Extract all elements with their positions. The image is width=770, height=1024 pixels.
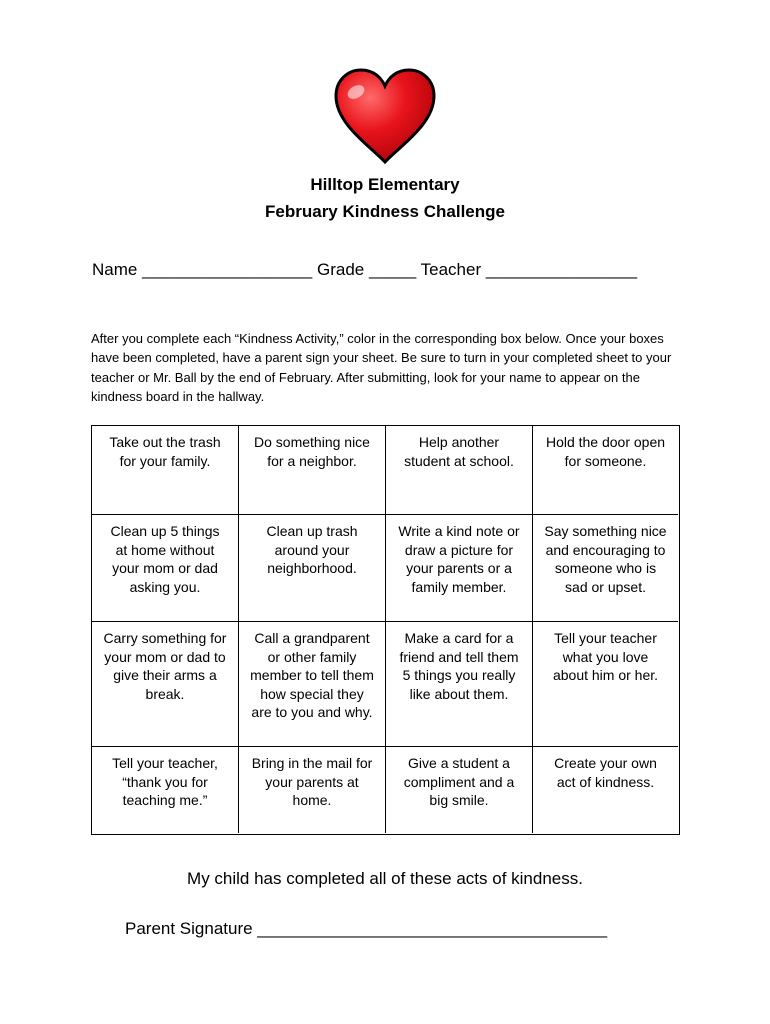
- activity-box: Hold the door open for someone.: [533, 426, 678, 515]
- activity-box: Clean up 5 things at home without your mom or dad asking you.: [92, 515, 239, 622]
- heart-icon: [330, 66, 440, 166]
- parent-signature-line: Parent Signature _____________________________________: [125, 919, 608, 938]
- completion-statement: My child has completed all of these acts of kindness.: [187, 869, 583, 888]
- challenge-title: February Kindness Challenge: [265, 202, 505, 221]
- activity-box: Help another student at school.: [386, 426, 533, 515]
- instructions-paragraph: After you complete each “Kindness Activity,” color in the corresponding box below. Once your boxes have been completed, have a parent sign your sheet. Be sure to turn in your completed sheet to your teacher or Mr. Ball by the end of February. After submitting, look for your name to appear on the kindness board in the hallway.: [91, 331, 672, 404]
- activity-box: Say something nice and encouraging to someone who is sad or upset.: [533, 515, 678, 622]
- activity-box: Create your own act of kindness.: [554, 755, 657, 790]
- activity-box: Write a kind note or draw a picture for your parents or a family member.: [386, 515, 533, 622]
- activity-box: Tell your teacher what you love about him or her.: [533, 622, 678, 747]
- activity-box: Do something nice for a neighbor.: [239, 426, 386, 515]
- activity-box: Carry something for your mom or dad to give their arms a break.: [92, 622, 239, 747]
- activity-box: Take out the trash for your family.: [92, 426, 239, 515]
- activity-box: Bring in the mail for your parents at home.: [239, 747, 386, 833]
- activity-box: Make a card for a friend and tell them 5 things you really like about them.: [386, 622, 533, 747]
- activity-box: Clean up trash around your neighborhood.: [239, 515, 386, 622]
- activity-box: Give a student a compliment and a big smile.: [386, 747, 533, 833]
- student-info-line: Name __________________ Grade _____ Teacher ________________: [92, 260, 638, 279]
- kindness-activity-grid: [91, 425, 680, 835]
- activity-box: Call a grandparent or other family member to tell them how special they are to you and why.: [239, 622, 386, 747]
- activity-box: Tell your teacher, “thank you for teaching me.”: [92, 747, 239, 833]
- school-name: Hilltop Elementary: [310, 175, 460, 194]
